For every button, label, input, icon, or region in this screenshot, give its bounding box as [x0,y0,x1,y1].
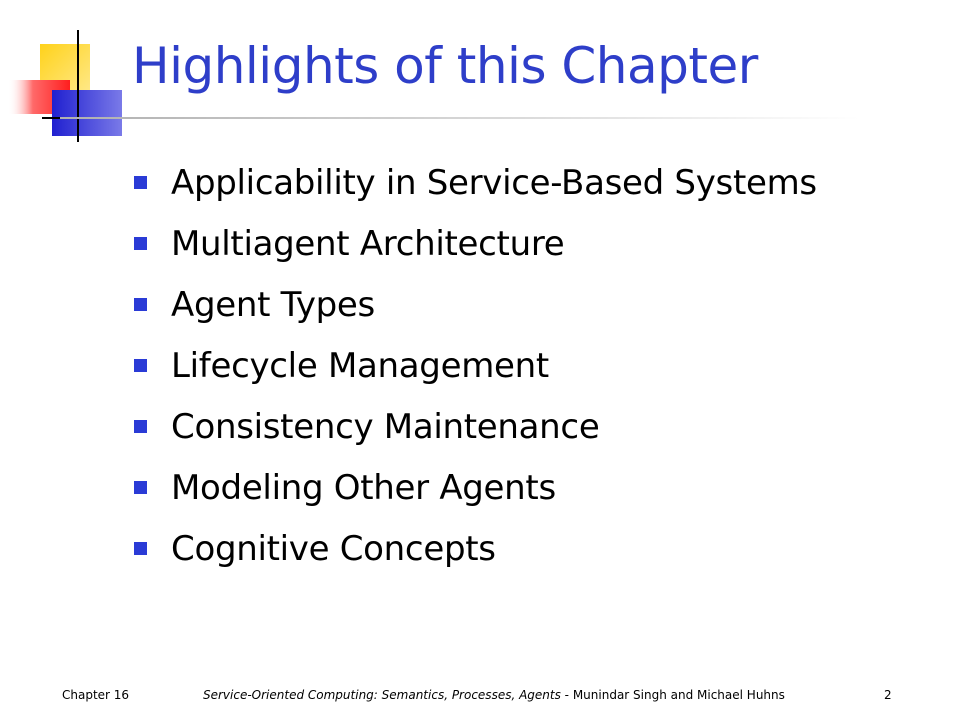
bullet-square-icon [134,359,147,372]
bullet-square-icon [134,237,147,250]
bullet-square-icon [134,420,147,433]
decorative-logo [0,0,140,150]
footer-authors: - Munindar Singh and Michael Huhns [560,688,785,702]
bullet-text: Modeling Other Agents [171,467,556,508]
bullet-item [134,457,817,518]
bullet-text: Multiagent Architecture [171,223,565,264]
bullet-text: Consistency Maintenance [171,406,600,447]
bullet-list [134,152,817,579]
bullet-item [134,335,817,396]
bullet-item [134,152,817,213]
slide-footer [0,688,960,708]
title-underline [60,117,860,119]
slide-title: Highlights of this Chapter [132,37,758,95]
bullet-item [134,518,817,579]
bullet-square-icon [134,298,147,311]
bullet-text: Lifecycle Management [171,345,549,386]
bullet-square-icon [134,481,147,494]
bullet-item [134,396,817,457]
footer-book-info [203,688,785,702]
logo-blue-square [52,90,122,136]
bullet-square-icon [134,542,147,555]
footer-chapter: Chapter 16 [62,688,130,702]
bullet-text: Cognitive Concepts [171,528,496,569]
footer-book-title: Service-Oriented Computing: Semantics, Processes, Agents [203,688,561,702]
bullet-text: Applicability in Service-Based Systems [171,162,817,203]
footer-page-number: 2 [884,688,892,702]
bullet-text: Agent Types [171,284,375,325]
bullet-square-icon [134,176,147,189]
bullet-item [134,213,817,274]
bullet-item [134,274,817,335]
